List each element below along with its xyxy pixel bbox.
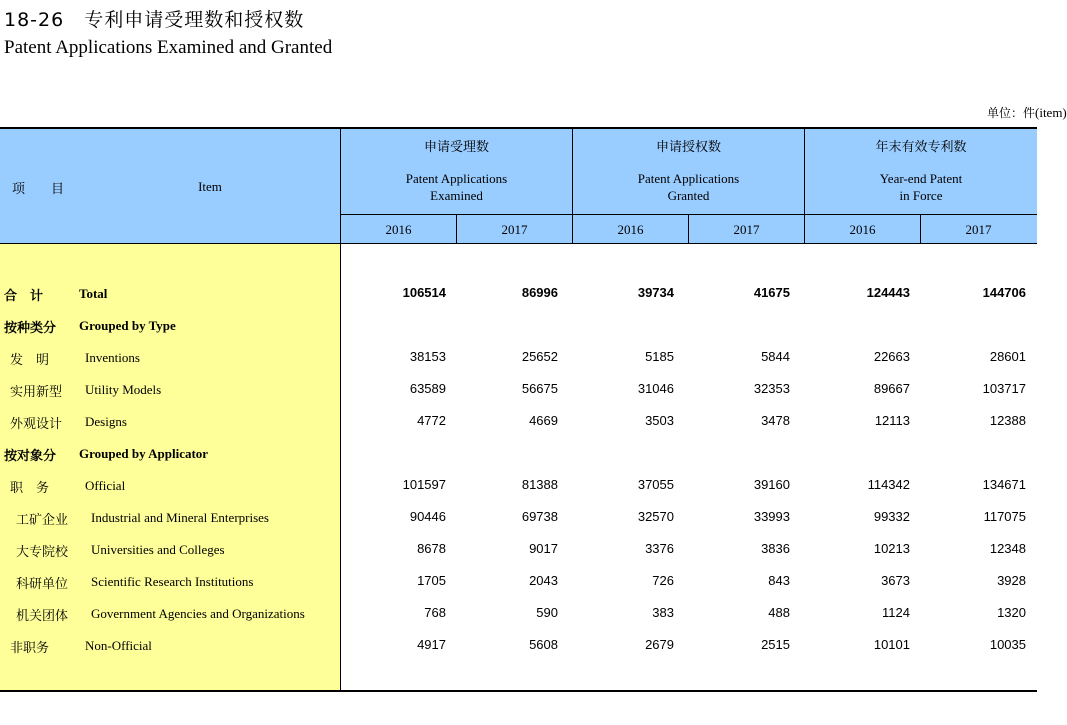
table-row-group-type bbox=[0, 317, 1037, 337]
table-row-total bbox=[0, 285, 1037, 305]
cell-granted-2016: 3503 bbox=[645, 413, 674, 428]
row-label-en: Government Agencies and Organizations bbox=[91, 606, 305, 621]
cell-granted-2017: 2515 bbox=[761, 637, 790, 652]
cell-granted-2017: 33993 bbox=[753, 509, 790, 524]
cell-inforce-2017: 144706 bbox=[982, 285, 1026, 300]
cell-inforce-2016: 10213 bbox=[873, 541, 910, 556]
cell-inforce-2017: 103717 bbox=[982, 381, 1026, 396]
row-label-en: Industrial and Mineral Enterprises bbox=[91, 510, 269, 525]
row-label-en: Designs bbox=[85, 414, 127, 429]
cell-examined-2017: 2043 bbox=[529, 573, 558, 588]
header-bottom-rule bbox=[0, 243, 1037, 244]
cell-granted-2017: 3836 bbox=[761, 541, 790, 556]
cell-inforce-2016: 89667 bbox=[873, 381, 910, 396]
cell-examined-2016: 101597 bbox=[402, 477, 446, 492]
cell-inforce-2017: 3928 bbox=[997, 573, 1026, 588]
cell-examined-2017: 56675 bbox=[521, 381, 558, 396]
cell-inforce-2016: 99332 bbox=[873, 509, 910, 524]
table-title-cn: 18-26 专利申请受理数和授权数 bbox=[4, 9, 305, 31]
cell-granted-2017: 488 bbox=[768, 605, 790, 620]
row-label-cn: 按对象分 bbox=[4, 449, 57, 464]
cell-granted-2016: 32570 bbox=[637, 509, 674, 524]
row-label-en: Universities and Colleges bbox=[91, 542, 225, 557]
cell-granted-2017: 32353 bbox=[753, 381, 790, 396]
header-group-granted-cn: 申请授权数 bbox=[655, 140, 721, 155]
row-label-en: Official bbox=[85, 478, 126, 493]
header-year-4: 2017 bbox=[733, 222, 760, 237]
row-label-en: Inventions bbox=[85, 350, 140, 365]
cell-granted-2017: 5844 bbox=[761, 349, 790, 364]
cell-granted-2016: 39734 bbox=[637, 285, 674, 300]
table-title-en: Patent Applications Examined and Granted bbox=[4, 37, 333, 58]
cell-inforce-2016: 114342 bbox=[867, 477, 910, 492]
header-year-1: 2016 bbox=[385, 222, 412, 237]
cell-examined-2016: 63589 bbox=[409, 381, 446, 396]
header-group-granted-en2: Granted bbox=[667, 188, 710, 203]
table-row-universities bbox=[0, 541, 1037, 561]
cell-granted-2017: 41675 bbox=[753, 285, 790, 300]
cell-granted-2016: 2679 bbox=[645, 637, 674, 652]
cell-inforce-2017: 12388 bbox=[989, 413, 1026, 428]
header-group-granted-en1: Patent Applications bbox=[637, 171, 740, 186]
table-row-non-official bbox=[0, 637, 1037, 657]
cell-granted-2016: 383 bbox=[652, 605, 674, 620]
table-row-group-applicator bbox=[0, 445, 1037, 465]
header-group-inforce-en2: in Force bbox=[899, 188, 943, 203]
header-group-inforce-en1: Year-end Patent bbox=[879, 171, 963, 186]
cell-examined-2016: 90446 bbox=[409, 509, 446, 524]
bottom-rule bbox=[0, 690, 1037, 692]
table-row-government bbox=[0, 605, 1037, 625]
header-group-examined-en2: Examined bbox=[430, 188, 483, 203]
unit-label-en: (item) bbox=[1035, 105, 1067, 120]
cell-granted-2016: 31046 bbox=[637, 381, 674, 396]
table-row-designs bbox=[0, 413, 1037, 433]
top-rule bbox=[0, 127, 1037, 129]
cell-inforce-2017: 117075 bbox=[983, 509, 1026, 524]
cell-examined-2017: 590 bbox=[536, 605, 558, 620]
cell-granted-2017: 3478 bbox=[761, 413, 790, 428]
cell-examined-2016: 8678 bbox=[417, 541, 446, 556]
row-label-cn: 机关团体 bbox=[16, 609, 69, 624]
cell-examined-2016: 4772 bbox=[417, 413, 446, 428]
cell-inforce-2016: 124443 bbox=[866, 285, 910, 300]
header-item-en: Item bbox=[198, 179, 222, 194]
cell-examined-2017: 86996 bbox=[521, 285, 558, 300]
row-label-cn: 按种类分 bbox=[4, 321, 57, 336]
row-label-cn: 科研单位 bbox=[16, 577, 69, 592]
cell-inforce-2016: 1124 bbox=[882, 605, 910, 620]
table-row-research bbox=[0, 573, 1037, 593]
cell-inforce-2017: 28601 bbox=[989, 349, 1026, 364]
cell-inforce-2016: 3673 bbox=[881, 573, 910, 588]
cell-granted-2016: 3376 bbox=[645, 541, 674, 556]
row-label-en: Scientific Research Institutions bbox=[91, 574, 254, 589]
row-label-cn: 发 明 bbox=[10, 353, 50, 368]
row-label-cn: 合 计 bbox=[4, 289, 44, 304]
table-row-inventions bbox=[0, 349, 1037, 369]
row-label-en: Utility Models bbox=[85, 382, 162, 397]
header-year-6: 2017 bbox=[965, 222, 992, 237]
cell-inforce-2016: 10101 bbox=[873, 637, 910, 652]
unit-label bbox=[986, 104, 1067, 121]
header-year-3: 2016 bbox=[617, 222, 644, 237]
cell-granted-2016: 5185 bbox=[645, 349, 674, 364]
row-label-cn: 大专院校 bbox=[16, 545, 69, 560]
table-row-utility-models bbox=[0, 381, 1037, 401]
cell-inforce-2016: 22663 bbox=[873, 349, 910, 364]
row-label-cn: 实用新型 bbox=[10, 385, 63, 400]
cell-examined-2017: 69738 bbox=[521, 509, 558, 524]
header-year-2: 2017 bbox=[501, 222, 528, 237]
cell-examined-2017: 81388 bbox=[521, 477, 558, 492]
cell-inforce-2017: 10035 bbox=[989, 637, 1026, 652]
cell-examined-2017: 5608 bbox=[529, 637, 558, 652]
cell-granted-2016: 726 bbox=[652, 573, 674, 588]
header-group-inforce-cn: 年末有效专利数 bbox=[875, 140, 967, 155]
table-row-official bbox=[0, 477, 1037, 497]
header-year-5: 2016 bbox=[849, 222, 876, 237]
row-label-en: Grouped by Type bbox=[79, 318, 176, 333]
cell-granted-2017: 843 bbox=[768, 573, 790, 588]
row-label-cn: 外观设计 bbox=[10, 417, 63, 432]
cell-examined-2017: 25652 bbox=[521, 349, 558, 364]
row-label-en: Non-Official bbox=[85, 638, 152, 653]
header-group-examined-en1: Patent Applications bbox=[405, 171, 508, 186]
header-item-cn: 项 目 bbox=[12, 182, 65, 197]
cell-inforce-2016: 12113 bbox=[874, 413, 910, 428]
cell-granted-2016: 37055 bbox=[637, 477, 674, 492]
cell-inforce-2017: 134671 bbox=[982, 477, 1026, 492]
row-label-en: Grouped by Applicator bbox=[79, 446, 209, 461]
header-group-examined-cn: 申请受理数 bbox=[423, 140, 489, 155]
row-label-cn: 工矿企业 bbox=[16, 513, 69, 528]
cell-examined-2016: 768 bbox=[424, 605, 446, 620]
cell-examined-2016: 106514 bbox=[402, 285, 446, 300]
row-label-en: Total bbox=[79, 286, 108, 301]
cell-examined-2016: 1705 bbox=[417, 573, 446, 588]
cell-examined-2016: 38153 bbox=[409, 349, 446, 364]
cell-inforce-2017: 1320 bbox=[997, 605, 1026, 620]
cell-examined-2017: 4669 bbox=[529, 413, 558, 428]
row-label-cn: 非职务 bbox=[10, 641, 50, 656]
cell-inforce-2017: 12348 bbox=[989, 541, 1026, 556]
unit-label-cn: 单位：件 bbox=[986, 106, 1035, 120]
cell-granted-2017: 39160 bbox=[753, 477, 790, 492]
cell-examined-2017: 9017 bbox=[529, 541, 558, 556]
table-row-industrial bbox=[0, 509, 1037, 529]
row-label-cn: 职 务 bbox=[10, 481, 50, 496]
cell-examined-2016: 4917 bbox=[417, 637, 446, 652]
